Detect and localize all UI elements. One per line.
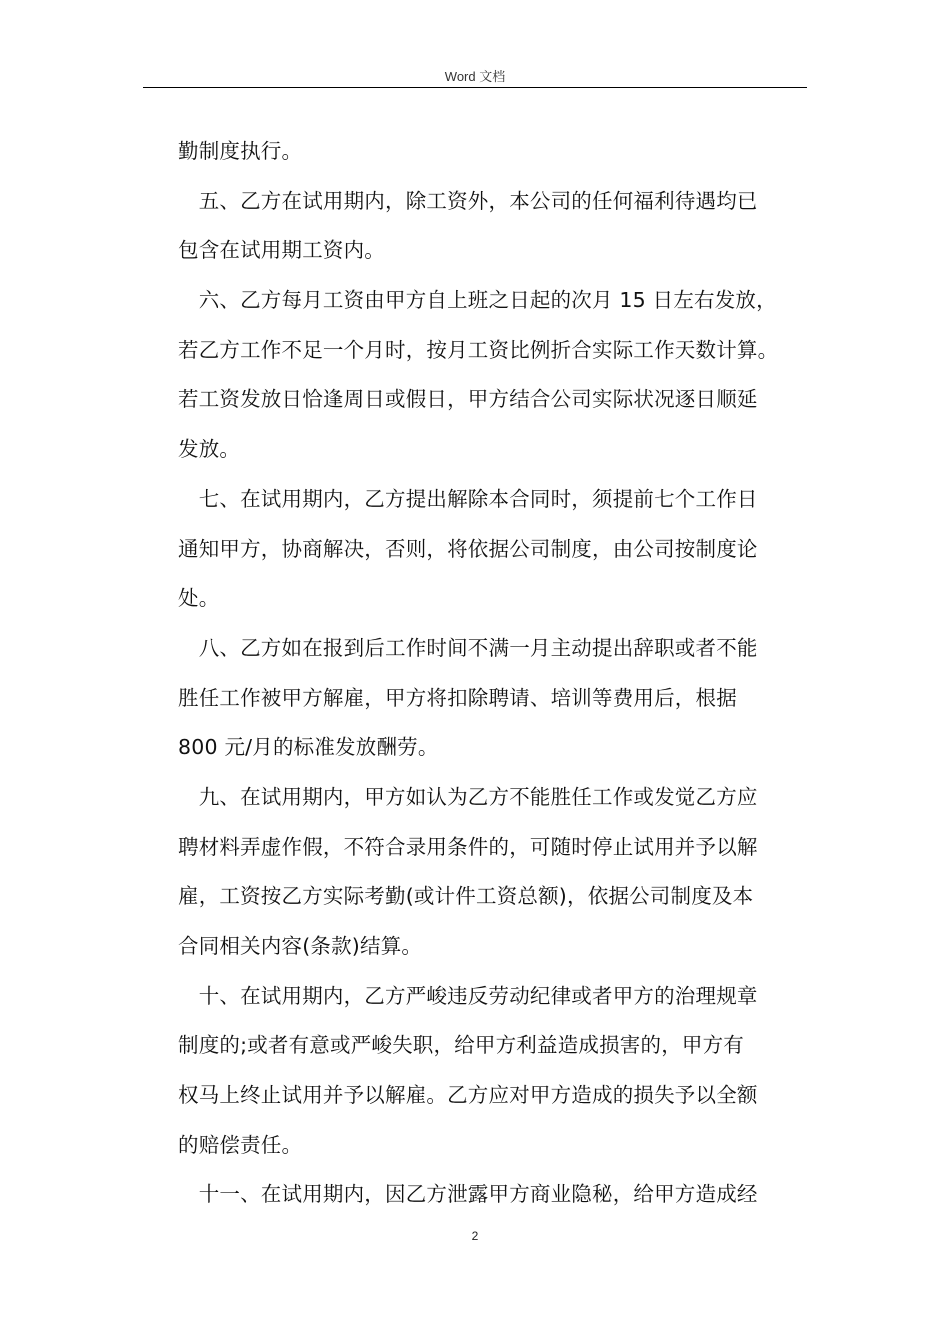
page-number: 2 — [471, 1229, 479, 1243]
text-line: 若工资发放日恰逢周日或假日，甲方结合公司实际状况逐日顺延 — [178, 387, 758, 412]
text-line: 的赔偿责任。 — [178, 1132, 303, 1157]
text-line: 七、在试用期内，乙方提出解除本合同时，须提前七个工作日 — [178, 486, 758, 511]
text-line: 通知甲方，协商解决，否则，将依据公司制度，由公司按制度论 — [178, 536, 758, 561]
text-line: 合同相关内容(条款)结算。 — [178, 934, 423, 958]
text-line: 九、在试用期内，甲方如认为乙方不能胜任工作或发觉乙方应 — [178, 784, 758, 809]
text-line: 八、乙方如在报到后工作时间不满一月主动提出辞职或者不能 — [178, 635, 758, 660]
text-line: 勤制度执行。 — [178, 139, 303, 163]
text-line: 权马上终止试用并予以解雇。乙方应对甲方造成的损失予以全额 — [178, 1083, 758, 1108]
text-line: 发放。 — [178, 437, 241, 462]
text-line: 聘材料弄虚作假，不符合录用条件的，可随时停止试用并予以解 — [178, 834, 758, 859]
text-line: 十一、在试用期内，因乙方泄露甲方商业隐秘，给甲方造成经 — [178, 1182, 758, 1207]
text-line: 十、在试用期内，乙方严峻违反劳动纪律或者甲方的治理规章 — [178, 983, 758, 1008]
text-line: 制度的;或者有意或严峻失职，给甲方利益造成损害的，甲方有 — [178, 1033, 745, 1058]
document-body — [178, 127, 814, 1220]
page-header: Word 文档 — [444, 69, 506, 84]
header-rule — [143, 87, 807, 88]
text-line: 胜任工作被甲方解雇，甲方将扣除聘请、培训等费用后，根据 — [178, 685, 737, 710]
text-line: 雇，工资按乙方实际考勤(或计件工资总额)，依据公司制度及本 — [178, 884, 754, 909]
text-line: 六、乙方每月工资由甲方自上班之日起的次月 15 日左右发放， — [178, 288, 777, 313]
text-line: 若乙方工作不足一个月时，按月工资比例折合实际工作天数计算。 — [178, 337, 779, 362]
text-line: 包含在试用期工资内。 — [178, 238, 385, 263]
text-line: 五、乙方在试用期内，除工资外，本公司的任何福利待遇均已 — [178, 188, 758, 213]
text-line: 800 元/月的标准发放酬劳。 — [178, 735, 439, 760]
text-line: 处。 — [178, 586, 220, 611]
